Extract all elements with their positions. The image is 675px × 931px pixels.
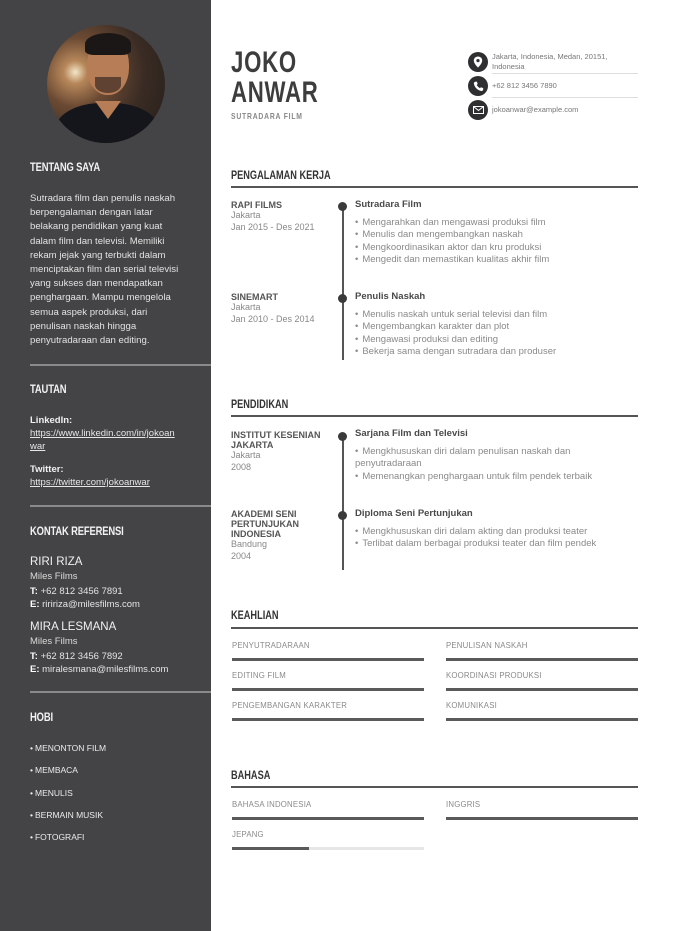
skill-bar-fill [232, 718, 424, 721]
skill-item [446, 641, 638, 651]
education-title: PENDIDIKAN [231, 399, 289, 411]
section-rule [231, 786, 638, 788]
job-title: SUTRADARA FILM [231, 111, 303, 121]
timeline-dot [338, 511, 347, 520]
skill-bar [232, 658, 424, 661]
address-text: Jakarta, Indonesia, Medan, 20151, Indonesia [492, 52, 608, 71]
role-title: Penulis Naskah [355, 291, 426, 302]
hobby-item: • MENONTON FILM [30, 742, 211, 764]
twitter-link[interactable]: https://twitter.com/jokoanwar [30, 477, 150, 488]
skill-item [446, 701, 638, 711]
company-name: RAPI FILMS [231, 200, 282, 210]
bullet-item: • Mengembangkan karakter dan plot [355, 321, 638, 333]
link-twitter [30, 463, 211, 489]
links-section [30, 384, 211, 396]
language-bar-fill [232, 817, 424, 820]
bullet-item: • Mengedit dan memastikan kualitas akhir film [355, 254, 638, 266]
email-text[interactable]: jokoanwar@example.com [492, 105, 579, 114]
bullet-item: • Mengawasi produksi dan editing [355, 334, 638, 346]
phone-value: +62 812 3456 7891 [40, 586, 123, 597]
reference-phone [30, 586, 211, 599]
language-item [232, 800, 424, 810]
school-name: INSTITUT KESENIAN JAKARTA [231, 430, 321, 450]
language-label: JEPANG [232, 830, 264, 839]
skills-title: KEAHLIAN [231, 610, 279, 622]
hobbies-section [30, 712, 211, 724]
email-prefix: E: [30, 663, 40, 675]
languages-title: BAHASA [231, 770, 271, 782]
bullet-item: • Mengkhususkan diri dalam penulisan naskah dan penyutradaraan [355, 446, 605, 471]
reference-company: Miles Films [30, 636, 78, 647]
reference-email [30, 599, 211, 612]
skill-item [232, 641, 424, 651]
references-section [30, 526, 211, 538]
reference-item [30, 620, 211, 676]
bullet-item: • Menulis naskah untuk serial televisi dan film [355, 309, 638, 321]
phone-prefix: T: [30, 586, 38, 597]
language-label: BAHASA INDONESIA [232, 800, 312, 809]
skill-label: KOMUNIKASI [446, 701, 497, 710]
twitter-label: Twitter: [30, 464, 64, 475]
reference-item [30, 555, 211, 611]
degree-title: Diploma Seni Pertunjukan [355, 508, 473, 519]
experience-meta [231, 292, 331, 325]
reference-name: RIRI RIZA [30, 556, 83, 568]
divider [492, 73, 638, 74]
language-label: INGGRIS [446, 800, 481, 809]
education-meta [231, 430, 327, 473]
phone-value: +62 812 3456 7892 [40, 651, 123, 662]
email-value: miralesmana@milesfilms.com [42, 663, 169, 675]
skill-bar [232, 688, 424, 691]
reference-company: Miles Films [30, 571, 78, 582]
skill-label: PENYUTRADARAAN [232, 641, 310, 650]
skill-bar [446, 688, 638, 691]
hobbies-list [30, 742, 211, 853]
skill-bar-fill [446, 688, 638, 691]
hobby-item: • BERMAIN MUSIK [30, 809, 211, 831]
language-bar-fill [232, 847, 309, 850]
hobby-item: • MEMBACA [30, 764, 211, 786]
location: Bandung [231, 539, 268, 549]
skill-label: EDITING FILM [232, 671, 286, 680]
section-rule [231, 186, 638, 188]
linkedin-link[interactable]: https://www.linkedin.com/in/jokoanwar [30, 428, 175, 452]
bullet-item: • Bekerja sama dengan sutradara dan produser [355, 346, 638, 358]
phone-prefix: T: [30, 651, 38, 662]
divider [30, 505, 211, 507]
skill-bar-fill [446, 658, 638, 661]
skill-item [446, 671, 638, 681]
language-item [446, 800, 638, 810]
skill-label: PENULISAN NASKAH [446, 641, 528, 650]
timeline-line [342, 436, 344, 570]
hobby-item: • MENULIS [30, 787, 211, 809]
divider [30, 691, 211, 693]
skill-label: KOORDINASI PRODUKSI [446, 671, 542, 680]
location: Jakarta [231, 302, 261, 312]
language-item [232, 830, 424, 840]
language-bar [232, 847, 424, 850]
phone-text: +62 812 3456 7890 [492, 81, 557, 90]
envelope-icon [468, 100, 488, 120]
skill-bar [446, 658, 638, 661]
reference-name: MIRA LESMANA [30, 621, 117, 633]
timeline-dot [338, 294, 347, 303]
profile-photo [47, 25, 165, 143]
hobby-item: • FOTOGRAFI [30, 831, 211, 853]
experience-details [355, 291, 638, 358]
bullet-item: • Terlibat dalam berbagai produksi teater dan film pendek [355, 538, 638, 550]
divider [30, 364, 211, 366]
email-prefix: E: [30, 598, 40, 610]
skill-bar [232, 718, 424, 721]
timeline-dot [338, 432, 347, 441]
skill-bar-fill [232, 688, 424, 691]
references-title: KONTAK REFERENSI [30, 526, 124, 538]
timeline-line [342, 206, 344, 360]
language-bar-fill [446, 817, 638, 820]
about-title: TENTANG SAYA [30, 162, 101, 174]
education-details [355, 428, 605, 483]
period: Jan 2010 - Des 2014 [231, 313, 315, 324]
about-body [30, 192, 211, 348]
company-name: SINEMART [231, 292, 278, 302]
skill-item [232, 671, 424, 681]
last-name: ANWAR [231, 76, 319, 109]
links-title: TAUTAN [30, 384, 67, 396]
role-title: Sutradara Film [355, 199, 422, 210]
reference-email [30, 664, 211, 677]
location-pin-icon [468, 52, 488, 72]
bullet-item: • Mengkhususkan diri dalam akting dan produksi teater [355, 526, 638, 538]
hobbies-title: HOBI [30, 712, 53, 724]
education-meta [231, 509, 311, 562]
bullet-item: • Mengkoordinasikan aktor dan kru produksi [355, 242, 638, 254]
email-value: riririza@milesfilms.com [42, 598, 140, 610]
about-section [30, 162, 211, 174]
bullet-item: • Mengarahkan dan mengawasi produksi film [355, 217, 638, 229]
period: Jan 2015 - Des 2021 [231, 221, 315, 232]
experience-details [355, 199, 638, 266]
full-name [231, 48, 319, 108]
bullet-item: • Menulis dan mengembangkan naskah [355, 229, 638, 241]
about-text: Sutradara film dan penulis naskah berpengalaman dengan latar belakang pendidikan yang kuat dalam film dan televisi. Memiliki rekam jejak yang terbukti dalam menciptakan film dan serial televisi yang sukses dan mendapatkan penghargaan. Mampu mengelola semua aspek produksi, dari penulisan naskah hingga penyutradaraan dan editing. [30, 193, 179, 347]
skill-bar-fill [232, 658, 424, 661]
bullet-item: • Memenangkan penghargaan untuk film pendek terbaik [355, 471, 605, 483]
skill-label: PENGEMBANGAN KARAKTER [232, 701, 348, 710]
experience-meta [231, 200, 331, 233]
experience-title: PENGALAMAN KERJA [231, 170, 331, 182]
location: Jakarta [231, 450, 261, 460]
reference-phone [30, 651, 211, 664]
link-linkedin [30, 414, 211, 453]
divider [492, 97, 638, 98]
language-bar [232, 817, 424, 820]
first-name: JOKO [231, 46, 297, 79]
section-rule [231, 627, 638, 629]
degree-title: Sarjana Film dan Televisi [355, 428, 468, 439]
sidebar [0, 0, 211, 931]
skill-bar [446, 718, 638, 721]
skill-item [232, 701, 424, 711]
year: 2008 [231, 461, 252, 472]
section-rule [231, 415, 638, 417]
language-bar [446, 817, 638, 820]
location: Jakarta [231, 210, 261, 220]
linkedin-label: LinkedIn: [30, 415, 73, 426]
school-name: AKADEMI SENI PERTUNJUKAN INDONESIA [231, 509, 300, 539]
skill-bar-fill [446, 718, 638, 721]
year: 2004 [231, 550, 252, 561]
timeline-dot [338, 202, 347, 211]
phone-icon [468, 76, 488, 96]
education-details [355, 508, 638, 551]
